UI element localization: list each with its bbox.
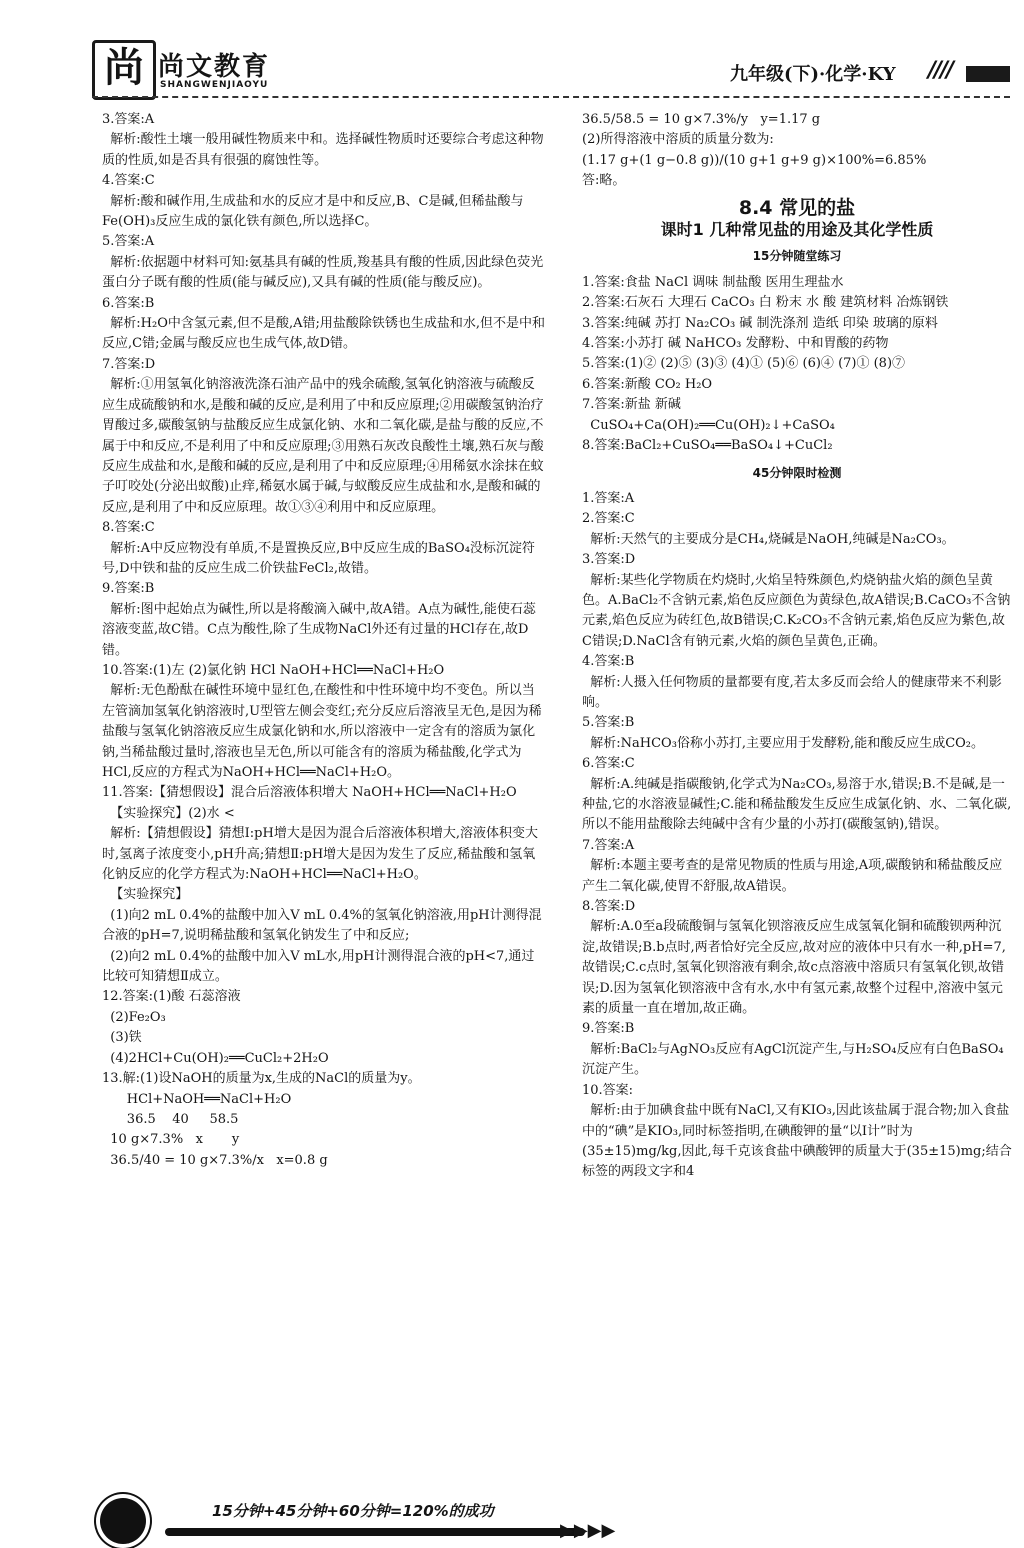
text-line: 解析:天然气的主要成分是CH₄,烧碱是NaOH,纯碱是Na₂CO₃。 xyxy=(582,531,955,547)
text-line: 11.答案:【猜想假设】混合后溶液体积增大 NaOH+HCl══NaCl+H₂O xyxy=(102,785,517,801)
text-line: 解析:H₂O中含氢元素,但不是酸,A错;用盐酸除铁锈也生成盐和水,但不是中和反应,C错;金属与酸反应也生成气体,故D错。 xyxy=(102,316,546,352)
text-line: 解析:BaCl₂与AgNO₃反应有AgCl沉淀产生,与H₂SO₄反应有白色BaSO₄沉淀产生。 xyxy=(582,1041,1004,1078)
text-line: 1.答案:食盐 NaCl 调味 制盐酸 医用生理盐水 xyxy=(582,274,844,290)
text-line: 8.答案:D xyxy=(582,899,636,915)
left-column xyxy=(102,110,546,1171)
text-line: (4)2HCl+Cu(OH)₂══CuCl₂+2H₂O xyxy=(102,1050,329,1066)
text-line: 3.答案:A xyxy=(102,112,155,127)
text-line: 36.5/40 = 10 g×7.3%/x x=0.8 g xyxy=(102,1152,328,1168)
text-line: 10.答案: xyxy=(582,1082,634,1098)
test-answers xyxy=(582,489,1012,1183)
practice-answers xyxy=(582,273,1012,457)
text-line: CuSO₄+Ca(OH)₂══Cu(OH)₂↓+CaSO₄ xyxy=(582,417,835,433)
text-line: 6.答案:C xyxy=(582,756,635,772)
header-bar xyxy=(966,66,1010,82)
page-header xyxy=(0,0,1024,100)
text-line: 解析:本题主要考查的是常见物质的性质与用途,A项,碳酸钠和稀盐酸反应产生二氧化碳,使胃不舒服,故A错误。 xyxy=(582,858,1003,894)
text-line: 解析:无色酚酞在碱性环境中显红色,在酸性和中性环境中均不变色。所以当左管滴加氢氧化钠溶液时,U型管左侧会变红;充分反应后溶液呈无色,是因为稀盐酸与氢氧化钠溶液反应生成氯化钠和水,所以溶液中一定含有的溶质为氯化钠,当稀盐酸过量时,溶液也呈无色,所以可能含有的溶质为稀盐酸,化学式为HCl,反应的方程式为NaOH+HCl══NaCl+H₂O。 xyxy=(102,683,542,780)
text-line: 解析:A.纯碱是指碳酸钠,化学式为Na₂CO₃,易溶于水,错误;B.不是碱,是一种盐,它的水溶液显碱性;C.能和稀盐酸发生反应生成氯化钠、水、二氧化碳,所以不能用盐酸除去纯碱中含有少量的小苏打(碳酸氢钠),错误。 xyxy=(582,776,1012,833)
brand-subtitle: SHANGWENJIAOYU xyxy=(160,80,269,90)
text-line: 5.答案:B xyxy=(582,715,635,731)
text-line: 6.答案:B xyxy=(102,295,155,311)
text-line: (1)向2 mL 0.4%的盐酸中加入V mL 0.4%的氢氧化钠溶液,用pH计测得混合液的pH=7,说明稀盐酸和氢氧化钠发生了中和反应; xyxy=(102,907,542,944)
footer-line xyxy=(165,1528,585,1536)
grade-subject-label: 九年级(下)·化学·KY xyxy=(730,64,896,85)
text-line: HCl+NaOH══NaCl+H₂O xyxy=(102,1091,292,1107)
text-line: 5.答案:A xyxy=(102,234,155,250)
text-line: (1.17 g+(1 g−0.8 g))/(10 g+1 g+9 g)×100%=6.85% xyxy=(582,152,927,168)
page-footer xyxy=(0,1490,1024,1548)
text-line: 解析:NaHCO₃俗称小苏打,主要应用于发酵粉,能和酸反应生成CO₂。 xyxy=(582,735,985,751)
text-line: 7.答案:新盐 新碱 xyxy=(582,397,681,413)
text-line: 4.答案:C xyxy=(102,173,155,189)
right-column xyxy=(582,110,1012,1183)
text-line: (2)所得溶液中溶质的质量分数为: xyxy=(582,132,774,148)
text-line: 解析:A.0至a段硫酸铜与氢氧化钡溶液反应生成氢氧化铜和硫酸钡两种沉淀,故错误;B.b点时,两者恰好完全反应,故对应的液体中只有水一种,pH=7,故错误;C.c点时,氢氧化钡溶液有剩余,故c点溶液中溶质只有氢氧化钡,故错误;D.因为氢氧化钡溶液中含有水,水中有氢元素,故整个过程中,溶液中氢元素的质量一直在增加,故正确。 xyxy=(582,919,1006,1017)
brand-logo-icon: 尚 xyxy=(92,40,156,100)
text-line: 3.答案:纯碱 苏打 Na₂CO₃ 碱 制洗涤剂 造纸 印染 玻璃的原料 xyxy=(582,315,938,331)
text-line: 2.答案:C xyxy=(582,511,635,527)
text-line: (2)Fe₂O₃ xyxy=(102,1009,166,1025)
text-line: 解析:人摄入任何物质的量都要有度,若太多反而会给人的健康带来不利影响。 xyxy=(582,674,1002,710)
footer-circle-icon xyxy=(100,1498,146,1544)
text-line: 1.答案:A xyxy=(582,490,635,506)
text-line: 8.答案:BaCl₂+CuSO₄══BaSO₄↓+CuCl₂ xyxy=(582,438,833,454)
text-line: 6.答案:新酸 CO₂ H₂O xyxy=(582,376,713,392)
text-line: 2.答案:石灰石 大理石 CaCO₃ 白 粉末 水 酸 建筑材料 冶炼钢铁 xyxy=(582,295,949,311)
text-line: 解析:①用氢氧化钠溶液洗涤石油产品中的残余硫酸,氢氧化钠溶液与硫酸反应生成硫酸钠和水,是酸和碱的反应,是利用了中和反应原理;②用碳酸氢钠治疗胃酸过多,碳酸氢钠与盐酸反应生成氯化钠、水和二氧化碳,是盐与酸的反应,不属于中和反应,不是利用了中和反应原理;③用熟石灰改良酸性土壤,熟石灰与酸反应生成盐和水,是酸和碱的反应,是利用了中和反应原理;④用稀氨水涂抹在蚊子叮咬处(分泌出蚁酸)止痒,稀氨水属于碱,与蚁酸反应生成盐和水,是酸和碱的反应,是利用了中和反应原理。故①③④利用中和反应原理。 xyxy=(102,377,544,515)
text-line: 13.解:(1)设NaOH的质量为x,生成的NaCl的质量为y。 xyxy=(102,1071,421,1087)
text-line: 8.答案:C xyxy=(102,520,155,536)
text-line: (3)铁 xyxy=(102,1030,142,1046)
text-line: 解析:酸性土壤一般用碱性物质来中和。选择碱性物质时还要综合考虑这种物质的性质,如是否具有很强的腐蚀性等。 xyxy=(102,132,544,168)
practice-heading: 15分钟随堂练习 xyxy=(752,249,842,264)
text-line: 3.答案:D xyxy=(582,552,636,568)
test-heading: 45分钟限时检测 xyxy=(752,465,842,480)
text-line: 7.答案:D xyxy=(102,356,156,372)
text-line: 解析:A中反应物没有单质,不是置换反应,B中反应生成的BaSO₄没标沉淀符号,D中铁和盐的反应生成二价铁盐FeCl₂,故错。 xyxy=(102,540,535,576)
text-line: 【实验探究】(2)水 < xyxy=(102,805,235,821)
header-rule xyxy=(92,96,1010,98)
footer-slogan: 15分钟+45分钟+60分钟=120%的成功 xyxy=(212,1502,494,1520)
text-line: (2)向2 mL 0.4%的盐酸中加入V mL水,用pH计测得混合液的pH<7,通过比较可知猜想Ⅱ成立。 xyxy=(102,948,535,985)
text-line: 解析:某些化学物质在灼烧时,火焰呈特殊颜色,灼烧钠盐火焰的颜色呈黄色。A.BaCl₂不含钠元素,焰色反应颜色为黄绿色,故A错误;B.CaCO₃不含钠元素,焰色反应为砖红色,故B错误;C.K₂CO₃不含钠元素,焰色反应为紫色,故C错误;D.NaCl含有钠元素,火焰的颜色呈黄色,正确。 xyxy=(582,572,1011,649)
text-line: 4.答案:小苏打 碱 NaHCO₃ 发酵粉、中和胃酸的药物 xyxy=(582,336,889,352)
text-line: 4.答案:B xyxy=(582,654,635,670)
text-line: 9.答案:B xyxy=(102,581,155,597)
text-line: 解析:酸和碱作用,生成盐和水的反应才是中和反应,B、C是碱,但稀盐酸与Fe(OH)₃反应生成的氯化铁有颜色,所以选择C。 xyxy=(102,193,524,230)
text-line: 36.5 40 58.5 xyxy=(102,1111,239,1127)
header-slashes: //// xyxy=(928,58,953,83)
text-line: 解析:图中起始点为碱性,所以是将酸滴入碱中,故A错。A点为碱性,能使石蕊溶液变蓝,故C错。C点为酸性,除了生成物NaCl外还有过量的HCl存在,故D错。 xyxy=(102,601,536,658)
right-top-block xyxy=(582,110,1012,192)
text-line: 12.答案:(1)酸 石蕊溶液 xyxy=(102,989,241,1005)
lesson-title: 课时1 几种常见盐的用途及其化学性质 xyxy=(660,220,934,240)
text-line: 解析:【猜想假设】猜想Ⅰ:pH增大是因为混合后溶液体积增大,溶液体积变大时,氢离子浓度变小,pH升高;猜想Ⅱ:pH增大是因为发生了反应,稀盐酸和氢氧化钠反应的化学方程式为:NaOH+HCl══NaCl+H₂O。 xyxy=(102,826,538,883)
text-line: 解析:依据题中材料可知:氨基具有碱的性质,羧基具有酸的性质,因此绿色荧光蛋白分子既有酸的性质(能与碱反应),又具有碱的性质(能与酸反应)。 xyxy=(102,254,544,291)
section-title: 8.4 常见的盐 xyxy=(738,196,856,219)
text-line: 答:略。 xyxy=(582,173,626,189)
text-line: 【实验探究】 xyxy=(102,887,189,903)
text-line: 10.答案:(1)左 (2)氯化钠 HCl NaOH+HCl══NaCl+H₂O xyxy=(102,662,445,678)
text-line: 9.答案:B xyxy=(582,1021,635,1037)
brand-name: 尚文教育 xyxy=(158,52,271,82)
text-line: 解析:由于加碘食盐中既有NaCl,又有KIO₃,因此该盐属于混合物;加入食盐中的“碘”是KIO₃,同时标签指明,在碘酸钾的量“以I计”时为(35±15)mg/kg,因此,每千克该食盐中碘酸钾的质量大于(35±15)mg;结合标签的两段文字和4 xyxy=(582,1103,1012,1180)
footer-arrows: ▶▶▶▶ xyxy=(560,1520,616,1541)
text-line: 5.答案:(1)② (2)⑤ (3)③ (4)① (5)⑥ (6)④ (7)① (8)⑦ xyxy=(582,356,906,372)
text-line: 7.答案:A xyxy=(582,837,635,853)
text-line: 36.5/58.5 = 10 g×7.3%/y y=1.17 g xyxy=(582,112,821,127)
text-line: 10 g×7.3% x y xyxy=(102,1132,240,1148)
